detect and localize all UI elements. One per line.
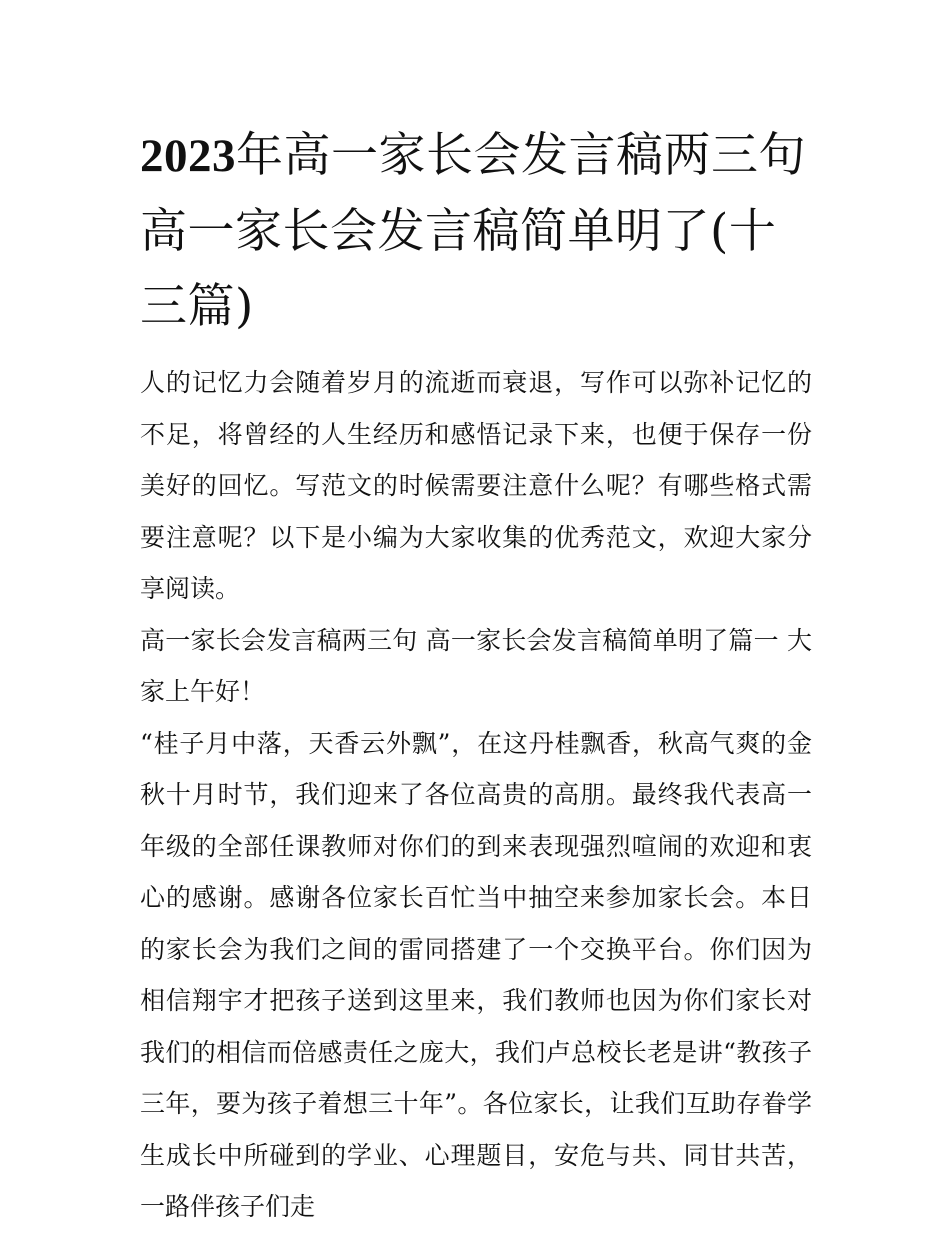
title-year: 2023: [140, 130, 236, 182]
speech-paragraph: “桂子月中落，天香云外飘”，在这丹桂飘香，秋高气爽的金秋十月时节，我们迎来了各位高贵的高朋。最终我代表高一年级的全部任课教师对你们的到来表现强烈喧闹的欢迎和衷心的感谢。感谢各位家长百忙当中抽空来参加家长会。本日的家长会为我们之间的雷同搭建了一个交换平台。你们因为相信翔宇才把孩子送到这里来，我们教师也因为你们家长对我们的相信而倍感责任之庞大，我们卢总校长老是讲“教孩子三年，要为孩子着想三十年”。各位家长，让我们互助存眷学生成长中所碰到的学业、心理题目，安危与共、同甘共苦，一路伴孩子们走: [140, 728, 812, 1221]
document-body: [140, 357, 812, 1233]
title-text: 年高一家长会发言稿两三句 高一家长会发言稿简单明了(十三篇): [140, 128, 806, 334]
document-page: [140, 118, 812, 1233]
intro-paragraph: 人的记忆力会随着岁月的流逝而衰退，写作可以弥补记忆的不足，将曾经的人生经历和感悟记录下来，也便于保存一份美好的回忆。写范文的时候需要注意什么呢？有哪些格式需要注意呢？以下是小编为大家收集的优秀范文，欢迎大家分享阅读。: [140, 368, 812, 603]
section-heading-paragraph: 高一家长会发言稿两三句 高一家长会发言稿简单明了篇一 大家上午好！: [140, 625, 812, 706]
document-title: [140, 118, 812, 344]
